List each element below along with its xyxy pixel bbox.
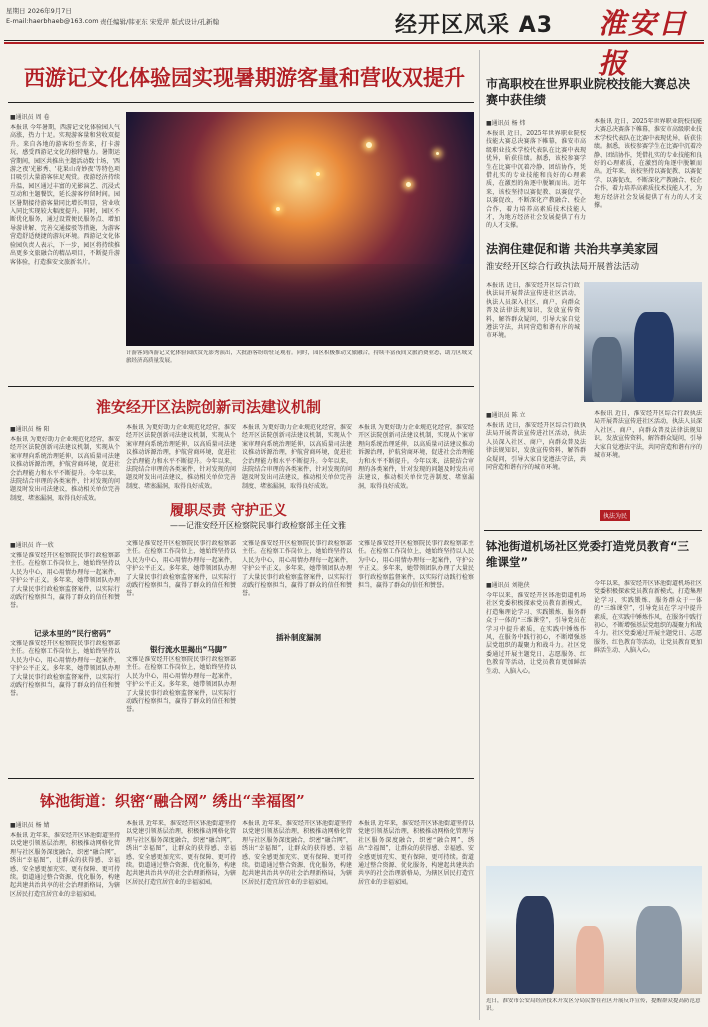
right-top-headline: 市高职校在世界职业院校技能大赛总决赛中获佳绩 bbox=[486, 77, 691, 107]
feature-headline: 法润住建促和谐 共治共享美家园 bbox=[486, 242, 659, 256]
article3-byline: ■通讯员 许一欣 bbox=[10, 542, 54, 549]
article2-headline: 淮安经开区法院创新司法建议机制 bbox=[96, 398, 322, 416]
firework-spark bbox=[436, 152, 439, 155]
article4-body-col4: 本报讯 近年来，淮安经开区钵池街道坚持以党建引领基层治理，积极推动网格化管理与社区服务深度融合，织密“融合网”，绣出“幸福图”，让群众的获得感、幸福感、安全感更加充实、更有保障、更可持续。街道通过整合资源、优化服务，构建起共建共治共享的社会治理新格局，为辖区居民打造宜居宜业的幸福家园。 bbox=[358, 820, 474, 886]
right-top-body-col2: 本报讯 近日，2025年世界职业院校技能大赛总决赛落下帷幕，淮安市高级职业技术学校代表队在比赛中表现优异，斩获佳绩。据悉，该校参赛学生在比赛中沉着冷静、团结协作，凭借扎实的专业技能和良好的心理素质，在激烈的角逐中脱颖而出。近年来，该校坚持以赛促教、以赛促学、以赛促改，不断深化产教融合、校企合作，着力培养高素质技术技能人才，为地方经济社会发展提供了有力的人才支撑。 bbox=[594, 118, 702, 210]
right-mid-body-col2: 今年以来，淮安经开区钵池街道机场社区党委积极探索党员教育新模式，打造集理论学习、实践锻炼、服务群众于一体的“三维课堂”，引导党员在学习中提升素质，在实践中锤炼作风，在服务中践行初心，不断增强基层党组织的凝聚力和战斗力。社区党委通过开展主题党日、志愿服务、红色教育等活动，让党员教育更加鲜活生动、入脑入心。 bbox=[594, 580, 702, 655]
feature-body-col3: 本报讯 近日，淮安经开区综合行政执法局开展普法宣传进社区活动，执法人员深入社区、商户，向群众普及法律法规知识，发放宣传资料，解答群众疑问，引导大家自觉遵法守法，共同营造和谐有序的城市环境。 bbox=[594, 410, 702, 460]
right-mid-photo-caption: 近日，淮安市公安局经济技术开发区分局民警在社区开展反诈宣传，提醒群众提高防范意识。 bbox=[486, 998, 701, 1012]
editor-credits: 责任编辑/韩亚东 宋爱萍 版式设计/孔新翰 bbox=[100, 18, 220, 26]
article4-body-col3: 本报讯 近年来，淮安经开区钵池街道坚持以党建引领基层治理，积极推动网格化管理与社区服务深度融合，织密“融合网”，绣出“幸福图”，让群众的获得感、幸福感、安全感更加充实、更有保障、更可持续。街道通过整合资源、优化服务，构建起共建共治共享的社会治理新格局，为辖区居民打造宜居宜业的幸福家园。 bbox=[242, 820, 352, 886]
article3-subhead3: 插补制度漏洞 bbox=[272, 632, 325, 643]
newspaper-logo: 淮安日报 bbox=[598, 7, 689, 80]
right-mid-body-col1: 今年以来，淮安经开区钵池街道机场社区党委积极探索党员教育新模式，打造集理论学习、实践锻炼、服务群众于一体的“三维课堂”，引导党员在学习中提升素质，在实践中锤炼作风，在服务中践行初心，不断增强基层党组织的凝聚力和战斗力。社区党委通过开展主题党日、志愿服务、红色教育等活动，让党员教育更加鲜活生动、入脑入心。 bbox=[486, 592, 586, 675]
firework-spark bbox=[316, 172, 320, 176]
section-title: 经开区风采 A3 bbox=[395, 13, 554, 38]
feature-body-col2: 本报讯 近日，淮安经开区综合行政执法局开展普法宣传进社区活动，执法人员深入社区、商户，向群众普及法律法规知识，发放宣传资料，解答群众疑问，引导大家自觉遵法守法，共同营造和谐有序的城市环境。 bbox=[486, 422, 586, 472]
column-rule bbox=[479, 50, 480, 590]
masthead-rule bbox=[4, 40, 704, 41]
right-mid-photo bbox=[486, 866, 702, 994]
feature-body-col1: 本报讯 近日，淮安经开区综合行政执法局开展普法宣传进社区活动，执法人员深入社区、商户，向群众普及法律法规知识，发放宣传资料，解答群众疑问，引导大家自觉遵法守法，共同营造和谐有序的城市环境。 bbox=[486, 282, 580, 340]
article1-rule bbox=[8, 102, 474, 103]
article1-photo bbox=[126, 112, 474, 346]
article3-body-col1b: 文雅是淮安经开区检察院民事行政检察部主任。在检察工作岗位上，她始终坚持以人民为中心，用心用情办理每一起案件，守护公平正义。多年来，她带领团队办理了大量民事行政检察监督案件，以实际行动践行检察担当，赢得了群众的信任和赞誉。 bbox=[10, 640, 120, 698]
article3-subtitle: ——记淮安经开区检察院民事行政检察部主任文雅 bbox=[170, 521, 346, 530]
article2-body-col3: 本报讯 为更好助力企业规范化经营，淮安经开区法院创新司法建议机制，实现从个案审理向系统治理延伸，以高质量司法建议推动诉源治理，护航营商环境，促进社会治理能力和水平不断提升。今年以来，法院结合审理的各类案件，针对发现的问题及时发出司法建议，推动相关单位完善制度、堵塞漏洞，取得良好成效。 bbox=[242, 424, 352, 490]
right-top-body-col1: 本报讯 近日，2025年世界职业院校技能大赛总决赛落下帷幕，淮安市高级职业技术学校代表队在比赛中表现优异，斩获佳绩。据悉，该校参赛学生在比赛中沉着冷静、团结协作，凭借扎实的专业技能和良好的心理素质，在激烈的角逐中脱颖而出。近年来，该校坚持以赛促教、以赛促学、以赛促改，不断深化产教融合、校企合作，着力培养高素质技术技能人才，为地方经济社会发展提供了有力的人才支撑。 bbox=[486, 130, 586, 230]
article3-subhead1: 记录本里的“民行密码” bbox=[34, 629, 112, 638]
article2-body-col2: 本报讯 为更好助力企业规范化经营，淮安经开区法院创新司法建议机制，实现从个案审理向系统治理延伸，以高质量司法建议推动诉源治理，护航营商环境，促进社会治理能力和水平不断提升。今年以来，法院结合审理的各类案件，针对发现的问题及时发出司法建议，推动相关单位完善制度、堵塞漏洞，取得良好成效。 bbox=[126, 424, 236, 490]
article2-body-col1: 本报讯 为更好助力企业规范化经营，淮安经开区法院创新司法建议机制，实现从个案审理向系统治理延伸，以高质量司法建议推动诉源治理，护航营商环境，促进社会治理能力和水平不断提升。今年以来，法院结合审理的各类案件，针对发现的问题及时发出司法建议，推动相关单位完善制度、堵塞漏洞，取得良好成效。 bbox=[10, 436, 120, 502]
feature-tag: 执法为民 bbox=[600, 510, 630, 521]
crowd-silhouette bbox=[126, 264, 474, 346]
feature-byline: ■通讯员 陈 立 bbox=[486, 412, 526, 419]
article3-body-col1: 文雅是淮安经开区检察院民事行政检察部主任。在检察工作岗位上，她始终坚持以人民为中心，用心用情办理每一起案件，守护公平正义。多年来，她带领团队办理了大量民事行政检察监督案件，以实际行动践行检察担当，赢得了群众的信任和赞誉。 bbox=[10, 552, 120, 610]
resident-figure bbox=[592, 337, 622, 402]
firework-spark bbox=[276, 207, 280, 211]
resident-figure bbox=[636, 906, 682, 994]
article1-headline: 西游记文化体验园实现暑期游客量和营收双提升 bbox=[24, 65, 465, 90]
article4-rule bbox=[8, 778, 474, 779]
article1-byline: ■通讯员 周 卷 bbox=[10, 114, 50, 121]
article3-body-col2: 文雅是淮安经开区检察院民事行政检察部主任。在检察工作岗位上，她始终坚持以人民为中心，用心用情办理每一起案件，守护公平正义。多年来，她带领团队办理了大量民事行政检察监督案件，以实际行动践行检察担当，赢得了群众的信任和赞誉。 bbox=[126, 540, 236, 598]
article2-byline: ■通讯员 杨 阳 bbox=[10, 426, 50, 433]
right-mid-rule bbox=[484, 530, 702, 531]
feature-photo bbox=[584, 282, 702, 402]
column-rule bbox=[479, 530, 480, 1020]
contact-email: E-mail:haerbhaeb@163.com bbox=[6, 17, 99, 25]
article2-body-col4: 本报讯 为更好助力企业规范化经营，淮安经开区法院创新司法建议机制，实现从个案审理向系统治理延伸，以高质量司法建议推动诉源治理，护航营商环境，促进社会治理能力和水平不断提升。今年以来，法院结合审理的各类案件，针对发现的问题及时发出司法建议，推动相关单位完善制度、堵塞漏洞，取得良好成效。 bbox=[358, 424, 474, 490]
article3-title: 履职尽责 守护正义 bbox=[170, 503, 287, 519]
right-mid-byline: ■通讯员 刘艳侠 bbox=[486, 582, 530, 589]
right-mid-headline: 钵池街道机场社区党委打造党员教育“三维课堂” bbox=[486, 539, 690, 569]
article4-body-col1: 本报讯 近年来，淮安经开区钵池街道坚持以党建引领基层治理，积极推动网格化管理与社区服务深度融合，织密“融合网”，绣出“幸福图”，让群众的获得感、幸福感、安全感更加充实、更有保障、更可持续。街道通过整合资源、优化服务，构建起共建共治共享的社会治理新格局，为辖区居民打造宜居宜业的幸福家园。 bbox=[10, 832, 120, 898]
issue-date: 星期日 2026年9月7日 bbox=[6, 7, 72, 15]
officer-figure bbox=[516, 896, 554, 994]
child-figure bbox=[576, 926, 604, 994]
article2-rule bbox=[8, 386, 474, 387]
article1-body: 本报讯 今年暑期，西游记文化体验园人气高涨，热力十足。实现游客量和营收双提升。来自各地的游客纷至沓来，打卡游玩，感受西游记文化的独特魅力。暑期运营期间，园区共推出主题活动数十场，'西游之夜'光影秀、'花果山奇妙夜'等特色项目吸引大量游客驻足观赏。夜游经济持续升温，园区通过丰富的光影演艺、沉浸式互动和主题餐饮，延长游客停留时间。园区暑期接待游客量同比增长明显，营业收入同比实现较大幅度提升。同时，园区不断优化服务，通过设置便民服务点、增加导游讲解、完善交通接驳等措施，为游客营造舒适便捷的游玩环境。西游记文化体验园负责人表示，下一步，园区将持续推出更多文旅融合的精品项目，不断提升游客体验，打造淮安文旅新名片。 bbox=[10, 124, 120, 266]
firework-spark bbox=[406, 182, 411, 187]
article4-body-col2: 本报讯 近年来，淮安经开区钵池街道坚持以党建引领基层治理，积极推动网格化管理与社区服务深度融合，织密“融合网”，绣出“幸福图”，让群众的获得感、幸福感、安全感更加充实、更有保障、更可持续。街道通过整合资源、优化服务，构建起共建共治共享的社会治理新格局，为辖区居民打造宜居宜业的幸福家园。 bbox=[126, 820, 236, 886]
article4-headline: 钵池街道：织密“融合网” 绣出“幸福图” bbox=[40, 792, 305, 810]
article4-byline: ■通讯员 杨 婧 bbox=[10, 822, 50, 829]
firework-spark bbox=[366, 142, 372, 148]
right-top-byline: ■通讯员 杨 炜 bbox=[486, 120, 526, 127]
article3-body-col2b: 文雅是淮安经开区检察院民事行政检察部主任。在检察工作岗位上，她始终坚持以人民为中心，用心用情办理每一起案件，守护公平正义。多年来，她带领团队办理了大量民事行政检察监督案件，以实际行动践行检察担当，赢得了群众的信任和赞誉。 bbox=[126, 656, 236, 714]
page-number: A3 bbox=[518, 13, 554, 38]
officer-figure bbox=[634, 312, 674, 402]
article3-subhead2: 银行流水里揭出“马脚” bbox=[150, 645, 228, 654]
masthead-accent-rule bbox=[4, 42, 704, 44]
article1-photo-caption: 计游客到西游记文化体验园欣赏光影秀演出，大批游客纷纷驻足观看。同时，园区积极推动文旅融合，持续丰富夜间文旅消费业态，助力区域文旅经济高质量发展。 bbox=[126, 350, 473, 364]
article3-body-col3: 文雅是淮安经开区检察院民事行政检察部主任。在检察工作岗位上，她始终坚持以人民为中心，用心用情办理每一起案件，守护公平正义。多年来，她带领团队办理了大量民事行政检察监督案件，以实际行动践行检察担当，赢得了群众的信任和赞誉。 bbox=[242, 540, 352, 598]
article3-body-col4: 文雅是淮安经开区检察院民事行政检察部主任。在检察工作岗位上，她始终坚持以人民为中心，用心用情办理每一起案件，守护公平正义。多年来，她带领团队办理了大量民事行政检察监督案件，以实际行动践行检察担当，赢得了群众的信任和赞誉。 bbox=[358, 540, 474, 590]
feature-subhead: 淮安经开区综合行政执法局开展普法活动 bbox=[486, 262, 640, 272]
